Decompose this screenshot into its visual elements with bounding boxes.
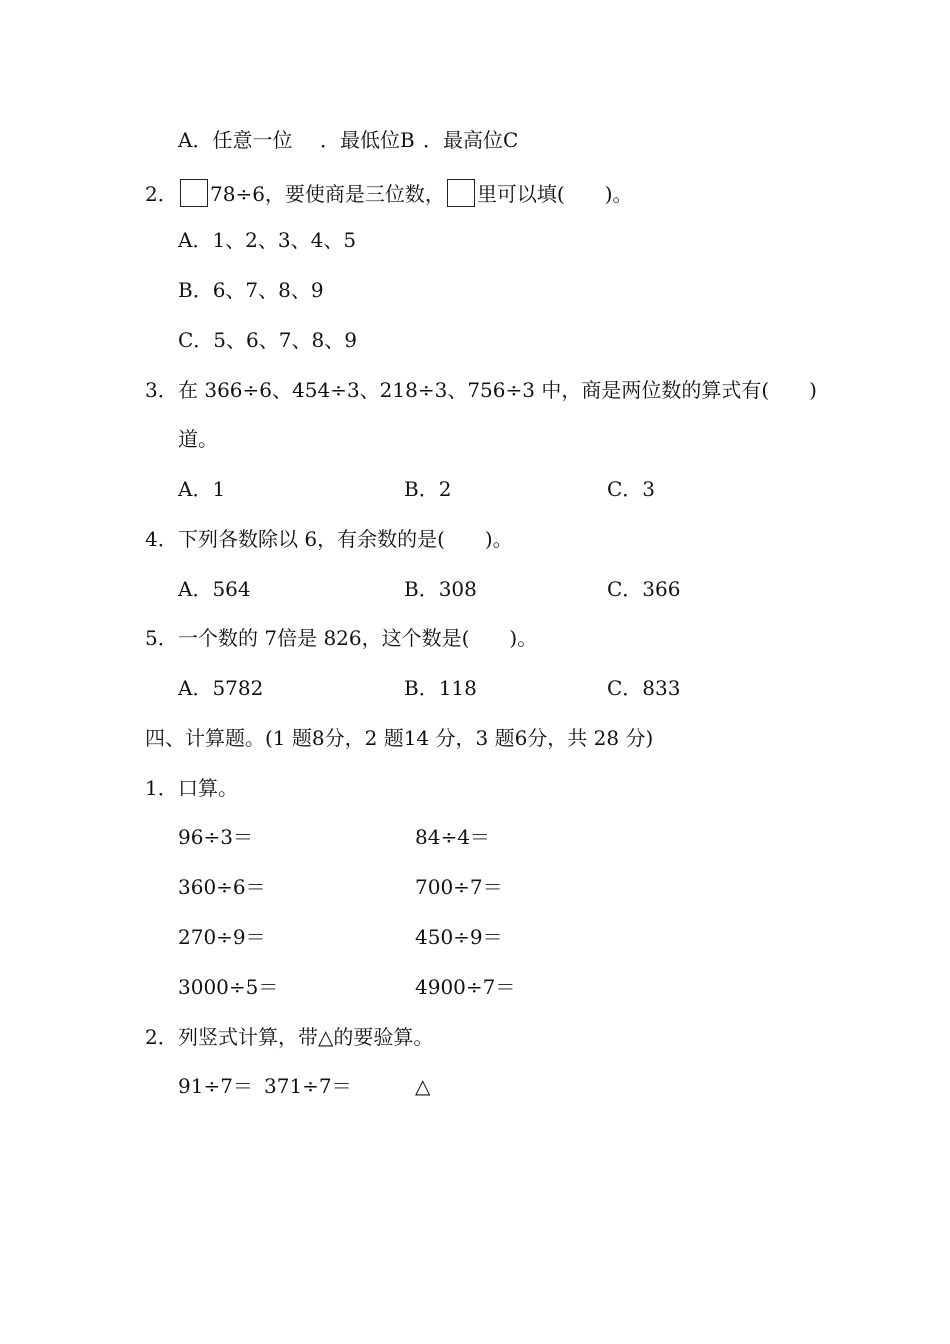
- q3-text: 在 366÷6、454÷3、218÷3、756÷3 中，商是两位数的算式有( ): [178, 378, 817, 402]
- calc1-number: 1．: [145, 776, 178, 800]
- q4-text: 下列各数除以 6，有余数的是( )。: [178, 527, 513, 551]
- calc2-items-row: [0, 1071, 950, 1101]
- calc1-item: 360÷6＝: [178, 875, 266, 899]
- q1-option-a: A．任意一位: [178, 128, 293, 152]
- q2-text: 78÷6，要使商是三位数， 里可以填( )。: [178, 179, 633, 209]
- calc1-item: 3000÷5＝: [178, 975, 279, 999]
- calc2-number: 2．: [145, 1025, 178, 1049]
- q2-number: 2．: [145, 182, 178, 206]
- q3-options-row: [0, 474, 950, 504]
- q2-option-a-row: [0, 225, 950, 255]
- blank-box: [447, 179, 475, 207]
- q3-stem-cont: [0, 424, 950, 454]
- q3-option-c: C．3: [607, 477, 656, 501]
- q2-option-c-row: [0, 325, 950, 355]
- calc1-row: [0, 822, 950, 852]
- q4-option-b: B．308: [404, 577, 477, 601]
- calc1-row: [0, 972, 950, 1002]
- calc1-title: 口算。: [178, 776, 238, 800]
- triangle-icon: △: [415, 1074, 431, 1098]
- calc1-row: [0, 922, 950, 952]
- q5-option-b: B．118: [404, 676, 477, 700]
- calc2-item: 371÷7＝: [264, 1074, 352, 1098]
- calc1-item: 700÷7＝: [415, 875, 503, 899]
- q4-option-c: C．366: [607, 577, 681, 601]
- section-4-title: 四、计算题。(1 题8分，2 题14 分，3 题6分，共 28 分): [145, 726, 654, 750]
- q1-option-b: ．最低位B: [320, 128, 415, 152]
- q5-number: 5．: [145, 626, 178, 650]
- calc1-item: 450÷9＝: [415, 925, 503, 949]
- q3-text-cont: 道。: [178, 427, 218, 451]
- calc1-item: 96÷3＝: [178, 825, 253, 849]
- calc2-title-row: [0, 1022, 950, 1052]
- calc1-item: 84÷4＝: [415, 825, 490, 849]
- q2-option-b-row: [0, 275, 950, 305]
- q4-option-a: A．564: [178, 577, 251, 601]
- calc1-item: 4900÷7＝: [415, 975, 516, 999]
- calc2-title: 列竖式计算，带△的要验算。: [178, 1025, 434, 1049]
- q5-options-row: [0, 673, 950, 703]
- section-4-title-row: [0, 723, 950, 753]
- q5-option-c: C．833: [607, 676, 681, 700]
- q2-option-c: C．5、6、7、8、9: [178, 328, 357, 352]
- q5-stem: [0, 623, 950, 653]
- q3-option-a: A．1: [178, 477, 226, 501]
- q1-option-c: ．最高位C: [423, 128, 519, 152]
- calc1-title-row: [0, 773, 950, 803]
- q3-stem: [0, 375, 950, 405]
- q5-text: 一个数的 7倍是 826，这个数是( )。: [178, 626, 538, 650]
- q2-stem: [0, 179, 950, 209]
- q1-options-row: [0, 125, 950, 155]
- blank-box: [180, 179, 208, 207]
- q3-number: 3．: [145, 378, 178, 402]
- calc1-item: 270÷9＝: [178, 925, 266, 949]
- q5-option-a: A．5782: [178, 676, 264, 700]
- q4-number: 4．: [145, 527, 178, 551]
- calc1-row: [0, 872, 950, 902]
- calc2-item: 91÷7＝: [178, 1074, 253, 1098]
- q4-options-row: [0, 574, 950, 604]
- q3-option-b: B．2: [404, 477, 452, 501]
- q2-option-a: A．1、2、3、4、5: [178, 228, 357, 252]
- q4-stem: [0, 524, 950, 554]
- q2-option-b: B．6、7、8、9: [178, 278, 324, 302]
